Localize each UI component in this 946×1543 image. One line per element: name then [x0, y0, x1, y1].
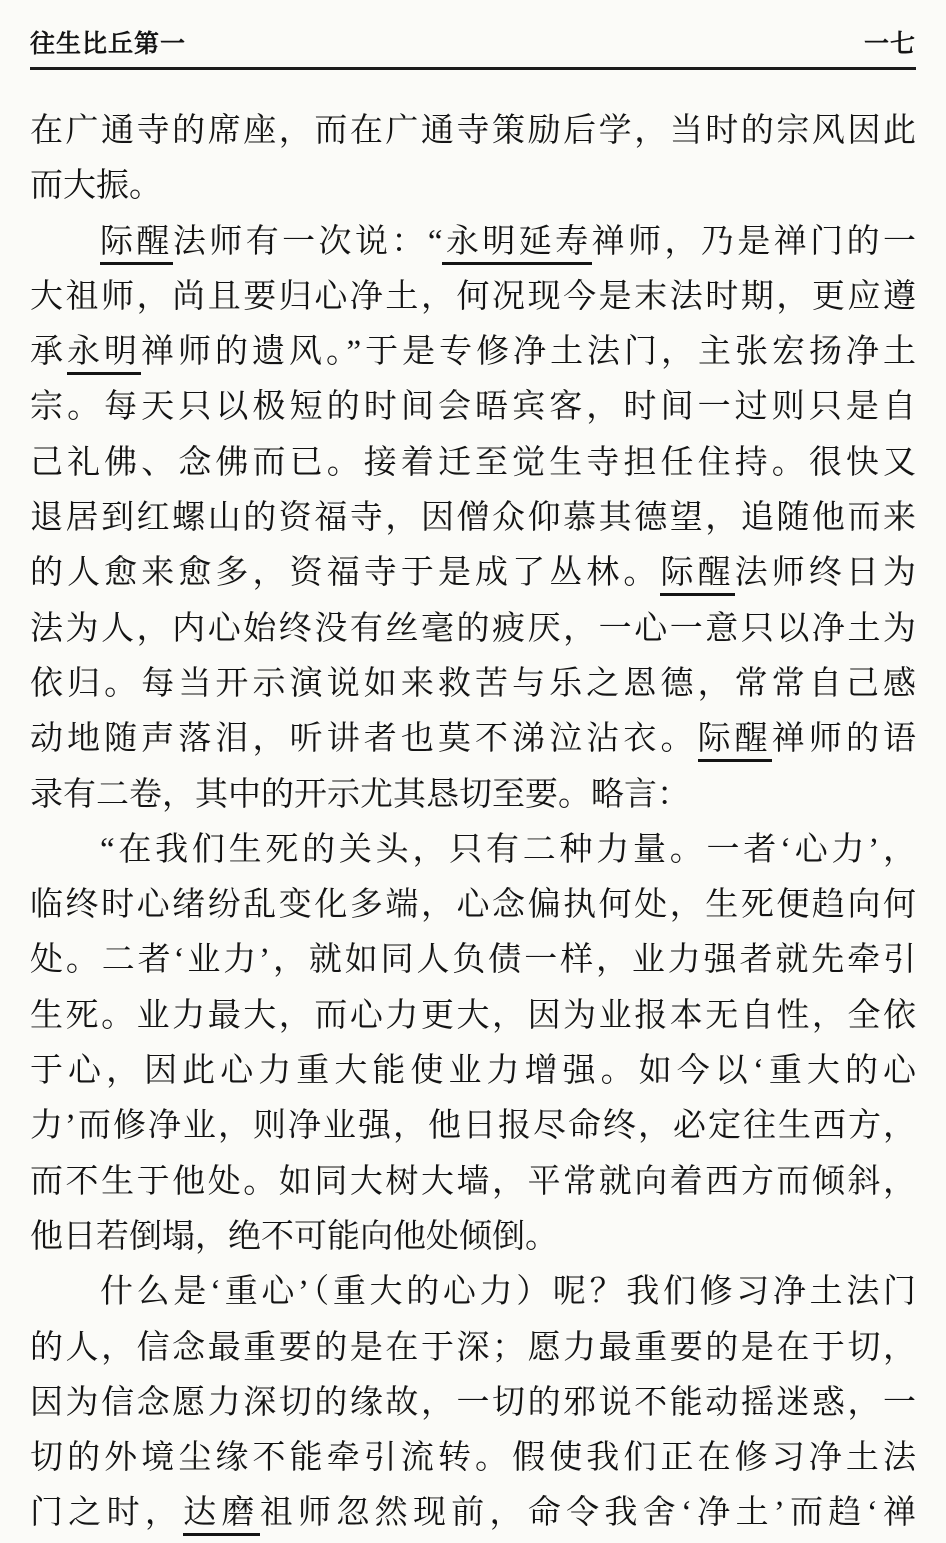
- text-segment: 禅师的语: [771, 721, 916, 758]
- proper-name-underlined: 永明: [67, 334, 141, 375]
- text-segment: “在我们生死的关头，只有二种力量。一者‘心力’，: [100, 831, 916, 868]
- text-line: [30, 215, 916, 270]
- text-block: [0, 70, 946, 1542]
- text-line: [30, 491, 916, 546]
- text-segment: 依归。每当开示演说如来救苦与乐之恩德，常常自己感: [30, 665, 916, 702]
- text-segment: 生死。业力最大，而心力更大，因为业报本无自性，全依: [30, 997, 916, 1034]
- text-segment: 己礼佛、念佛而已。接着迁至觉生寺担任住持。很快又: [30, 444, 916, 481]
- text-segment: 录有二卷，其中的开示尤其恳切至要。略言：: [30, 776, 690, 813]
- proper-name-underlined: 际醒: [100, 224, 173, 265]
- text-segment: 法师终日为: [734, 555, 916, 592]
- text-line: [30, 878, 916, 933]
- section-title: 往生比丘第一: [30, 31, 187, 58]
- text-line: [30, 933, 916, 988]
- text-segment: 处。二者‘业力’，就如同人负债一样，业力强者就先牵引: [30, 942, 916, 979]
- text-line: [30, 270, 916, 325]
- text-segment: 动地随声落泪，听讲者也莫不涕泣沾衣。: [30, 721, 698, 758]
- text-line: [30, 657, 916, 712]
- text-segment: 切的外境尘缘不能牵引流转。假使我们正在修习净土法: [30, 1440, 916, 1477]
- text-line: [30, 1321, 916, 1376]
- text-segment: 禅师的遗风。”于是专修净土法门，主张宏扬净土: [141, 334, 916, 371]
- text-segment: 法师有一次说：“: [172, 223, 443, 260]
- proper-name-underlined: 延寿: [519, 224, 592, 265]
- text-line: [30, 1044, 916, 1099]
- text-line: [30, 436, 916, 491]
- text-segment: 而大振。: [30, 168, 162, 205]
- text-line: [30, 1210, 916, 1265]
- text-segment: 祖师忽然现前，命令我舍‘净土’而趋‘禅: [259, 1495, 916, 1532]
- text-line: [30, 1486, 916, 1541]
- text-line: [30, 380, 916, 435]
- text-segment: 的人愈来愈多，资福寺于是成了丛林。: [30, 555, 661, 592]
- text-line: [30, 1431, 916, 1486]
- text-segment: 退居到红螺山的资福寺，因僧众仰慕其德望，追随他而来: [30, 500, 916, 537]
- text-line: [30, 768, 916, 823]
- page-number: 一七: [863, 31, 916, 58]
- text-line: [30, 1155, 916, 1210]
- text-line: [30, 104, 916, 159]
- text-segment: 门之时，: [30, 1495, 184, 1532]
- proper-name-underlined: 际醒: [698, 721, 772, 762]
- proper-name-underlined: 际醒: [660, 555, 734, 596]
- text-segment: 临终时心绪纷乱变化多端，心念偏执何处，生死便趋向何: [30, 887, 916, 924]
- page-header: [0, 0, 946, 60]
- text-line: [30, 159, 916, 214]
- text-segment: 因为信念愿力深切的缘故，一切的邪说不能动摇迷惑，一: [30, 1384, 916, 1421]
- text-segment: 的人，信念最重要的是在于深；愿力最重要的是在于切，: [30, 1329, 916, 1366]
- text-line: [30, 325, 916, 380]
- text-segment: 于心，因此心力重大能使业力增强。如今以‘重大的心: [30, 1053, 916, 1090]
- text-line: [30, 602, 916, 657]
- text-segment: 什么是‘重心’（重大的心力）呢？我们修习净土法门: [100, 1274, 916, 1311]
- text-segment: 承: [30, 334, 67, 371]
- proper-name-underlined: 永明: [442, 224, 518, 265]
- text-segment: 法为人，内心始终没有丝毫的疲厌，一心一意只以净土为: [30, 610, 916, 647]
- text-segment: 而不生于他处。如同大树大墙，平常就向着西方而倾斜，: [30, 1163, 916, 1200]
- text-segment: 禅师，乃是禅门的一: [591, 223, 916, 260]
- proper-name-underlined: 达磨: [183, 1495, 260, 1536]
- text-segment: 他日若倒塌，绝不可能向他处倾倒。: [30, 1218, 558, 1255]
- text-line: [30, 1376, 916, 1431]
- text-line: [30, 546, 916, 601]
- text-line: [30, 989, 916, 1044]
- text-line: [30, 712, 916, 767]
- text-segment: 力’而修净业，则净业强，他日报尽命终，必定往生西方，: [30, 1108, 916, 1145]
- text-line: [30, 1265, 916, 1320]
- text-segment: 大祖师，尚且要归心净土，何况现今是末法时期，更应遵: [30, 278, 916, 315]
- text-segment: 在广通寺的席座，而在广通寺策励后学，当时的宗风因此: [30, 113, 916, 149]
- text-segment: 宗。每天只以极短的时间会晤宾客，时间一过则只是自: [30, 389, 916, 426]
- text-line: [30, 1099, 916, 1154]
- text-line: [30, 823, 916, 878]
